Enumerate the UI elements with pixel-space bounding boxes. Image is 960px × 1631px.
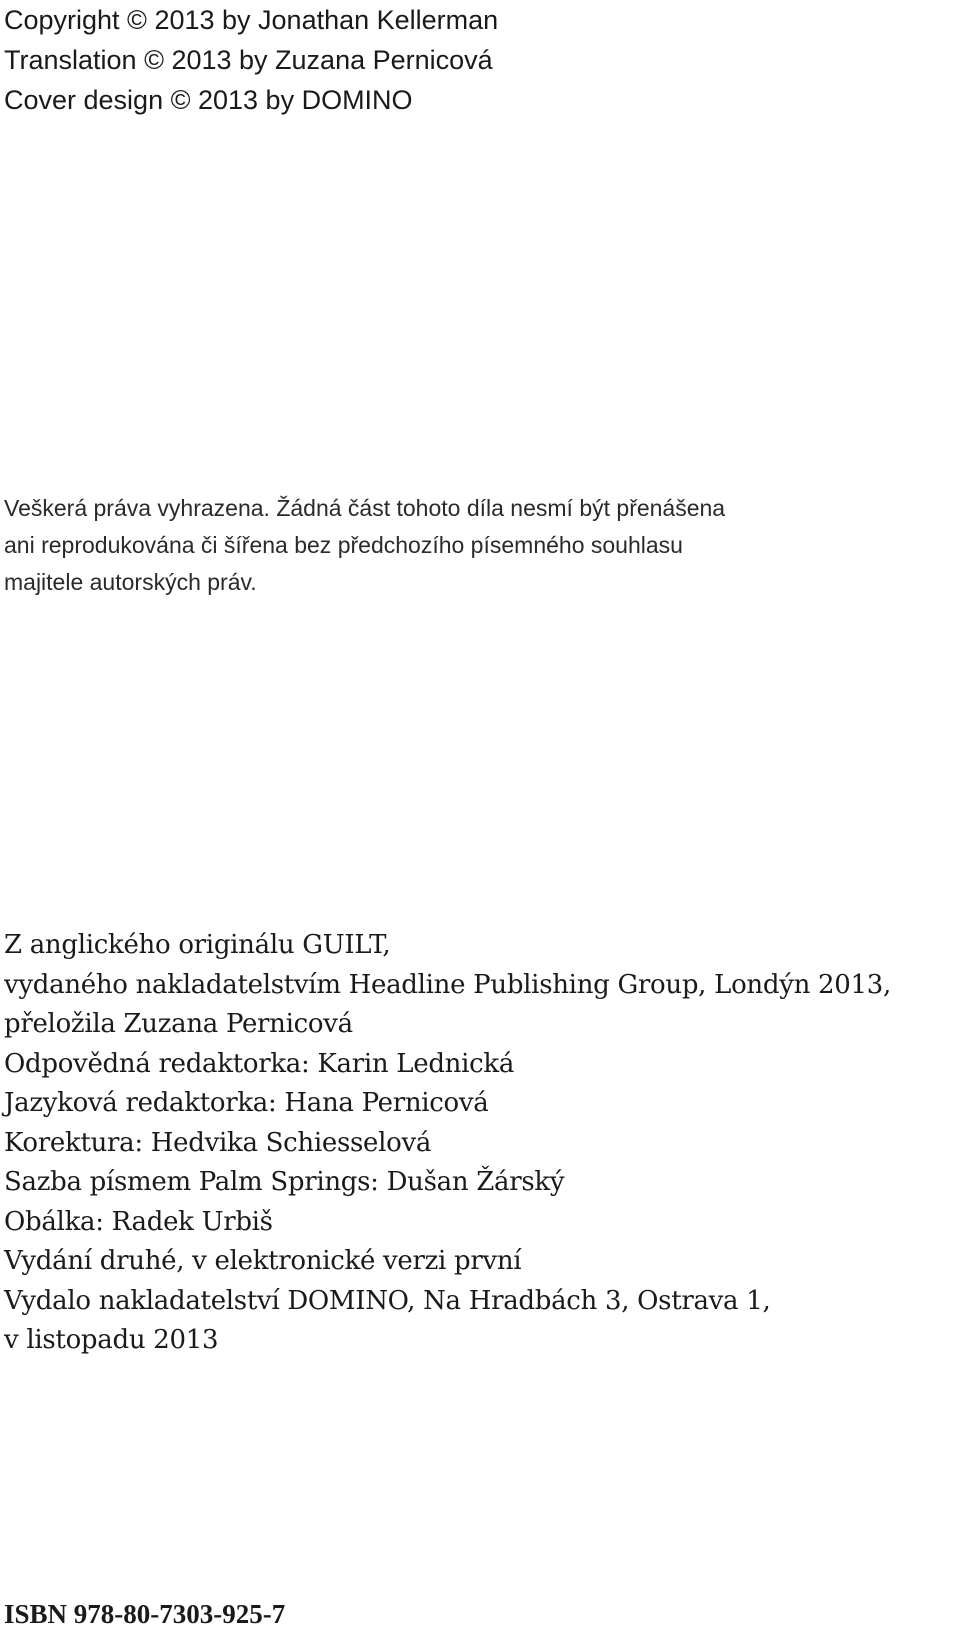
language-editor-line: Jazyková redaktorka: Hana Pernicová	[4, 1088, 489, 1118]
rights-reserved-notice	[4, 490, 725, 601]
original-publisher-line: vydaného nakladatelstvím Headline Publishing Group, Londýn 2013,	[4, 969, 891, 1000]
publisher-address-line: Vydalo nakladatelství DOMINO, Na Hradbách 3, Ostrava 1,	[4, 1285, 771, 1316]
edition-line: Vydání druhé, v elektronické verzi první	[4, 1246, 522, 1276]
publication-credits	[4, 926, 891, 1361]
responsible-editor-line: Odpovědná redaktorka: Karin Lednická	[4, 1048, 515, 1079]
proofreading-line: Korektura: Hedvika Schiesselová	[4, 1127, 432, 1158]
copyright-cover-line: Cover design © 2013 by DOMINO	[4, 85, 413, 115]
publication-date-line: v listopadu 2013	[4, 1325, 219, 1355]
copyright-author-line: Copyright © 2013 by Jonathan Kellerman	[4, 5, 499, 35]
original-title-line: Z anglického originálu GUILT,	[4, 930, 391, 960]
rights-line: majitele autorských práv.	[4, 569, 257, 595]
rights-line: ani reprodukována či šířena bez předchozího písemného souhlasu	[4, 532, 683, 558]
cover-line: Obálka: Radek Urbiš	[4, 1206, 273, 1237]
copyright-translation-line: Translation © 2013 by Zuzana Pernicová	[4, 45, 493, 75]
rights-line: Veškerá práva vyhrazena. Žádná část tohoto díla nesmí být přenášena	[4, 495, 726, 521]
copyright-notice	[4, 0, 498, 120]
isbn: ISBN 978-80-7303-925-7	[4, 1599, 286, 1629]
translator-line: přeložila Zuzana Pernicová	[4, 1009, 353, 1039]
typesetting-line: Sazba písmem Palm Springs: Dušan Žárský	[4, 1167, 565, 1197]
